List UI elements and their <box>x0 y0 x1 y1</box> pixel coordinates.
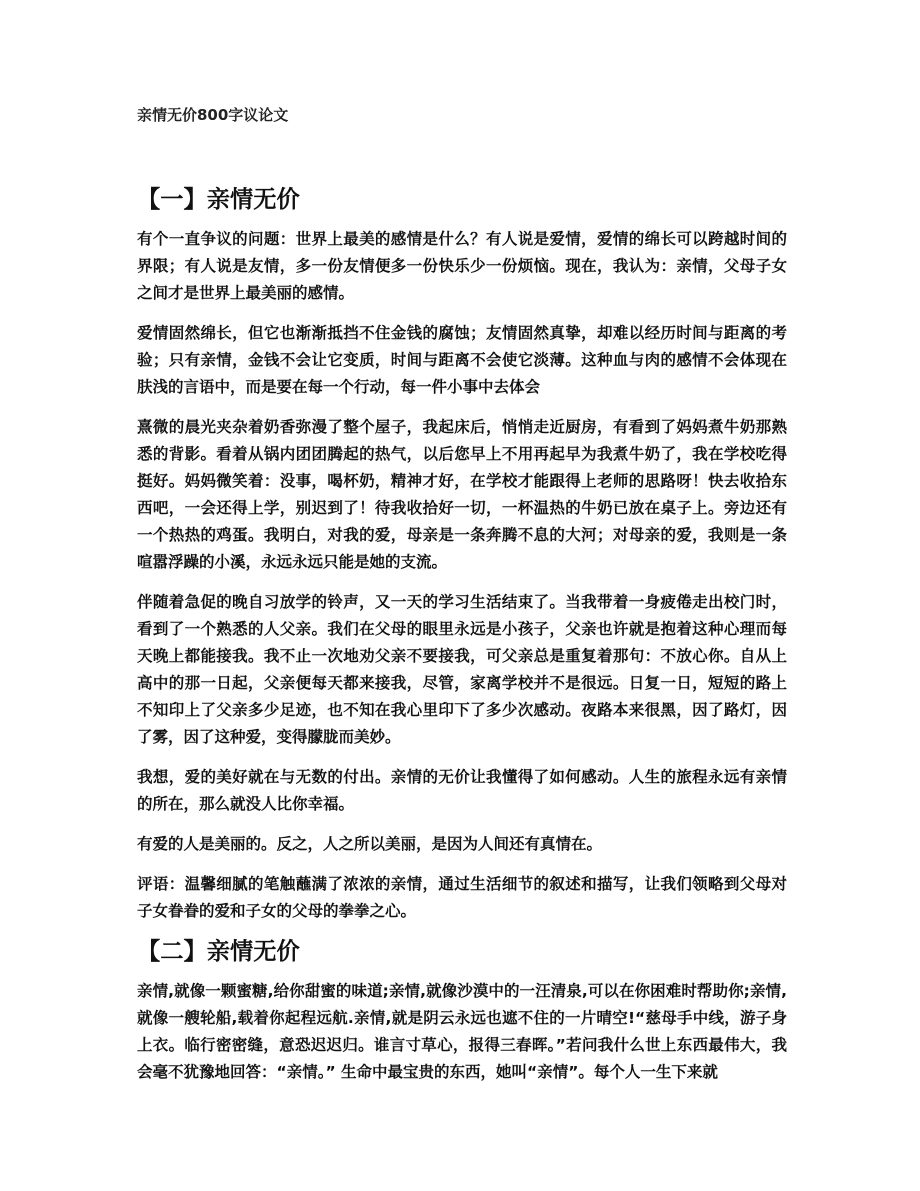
paragraph: 有爱的人是美丽的。反之，人之所以美丽，是因为人间还有真情在。 <box>137 835 603 853</box>
section-2 <box>137 938 787 1086</box>
paragraph: 爱情固然绵长，但它也渐渐抵挡不住金钱的腐蚀；友情固然真挚，却难以经历时间与距离的考验；只有亲情，金钱不会让它变质，时间与距离不会使它淡薄。这种血与肉的感情不会体现在肤浅的言语中，而是要在每一个行动，每一件小事中去体会 <box>137 324 787 396</box>
section-heading: 【二】亲情无价 <box>137 938 300 965</box>
section-heading: 【一】亲情无价 <box>137 186 300 213</box>
document-title: 亲情无价800字议论文 <box>137 106 289 124</box>
document-body <box>137 186 787 1099</box>
paragraph: 熹微的晨光夹杂着奶香弥漫了整个屋子，我起床后，悄悄走近厨房，有看到了妈妈煮牛奶那熟悉的背影。看着从锅内团团腾起的热气，以后您早上不用再起早为我煮牛奶了，我在学校吃得挺好。妈妈微笑着：没事，喝杯奶，精神才好，在学校才能跟得上老师的思路呀！快去收拾东西吧，一会还得上学，别迟到了！待我收拾好一切，一杯温热的牛奶已放在桌子上。旁边还有一个热热的鸡蛋。我明白，对我的爱，母亲是一条奔腾不息的大河；对母亲的爱，我则是一条喧嚣浮躁的小溪，永远永远只能是她的支流。 <box>137 418 787 571</box>
review-paragraph: 评语：温馨细腻的笔触蘸满了浓浓的亲情，通过生活细节的叙述和描写，让我们领略到父母对子女眷眷的爱和子女的父母的拳拳之心。 <box>137 875 787 920</box>
section-1 <box>137 186 787 925</box>
paragraph: 有个一直争议的问题：世界上最美的感情是什么？有人说是爱情，爱情的绵长可以跨越时间的界限；有人说是友情，多一份友情便多一份快乐少一份烦恼。现在，我认为：亲情，父母子女之间才是世界上最美丽的感情。 <box>137 230 787 302</box>
paragraph: 伴随着急促的晚自习放学的铃声，又一天的学习生活结束了。当我带着一身疲倦走出校门时，看到了一个熟悉的人父亲。我们在父母的眼里永远是小孩子，父亲也许就是抱着这种心理而每天晚上都能接我。我不止一次地劝父亲不要接我，可父亲总是重复着那句：不放心你。自从上高中的那一日起，父亲便每天都来接我，尽管，家离学校并不是很远。日复一日，短短的路上不知印上了父亲多少足迹，也不知在我心里印下了多少次感动。夜路本来很黑，因了路灯，因了雾，因了这种爱，变得朦胧而美妙。 <box>137 593 787 746</box>
paragraph: 亲情,就像一颗蜜糖,给你甜蜜的味道;亲情,就像沙漠中的一汪清泉,可以在你困难时帮助你;亲情,就像一艘轮船,载着你起程远航.亲情,就是阴云永远也遮不住的一片晴空!“慈母手中线，游子身上衣。临行密密缝，意恐迟迟归。谁言寸草心，报得三春晖。”若问我什么世上东西最伟大，我会毫不犹豫地回答：“亲情。” 生命中最宝贵的东西，她叫“亲情”。每个人一生下来就 <box>137 982 787 1081</box>
paragraph: 我想，爱的美好就在与无数的付出。亲情的无价让我懂得了如何感动。人生的旅程永远有亲情的所在，那么就没人比你幸福。 <box>137 768 787 813</box>
